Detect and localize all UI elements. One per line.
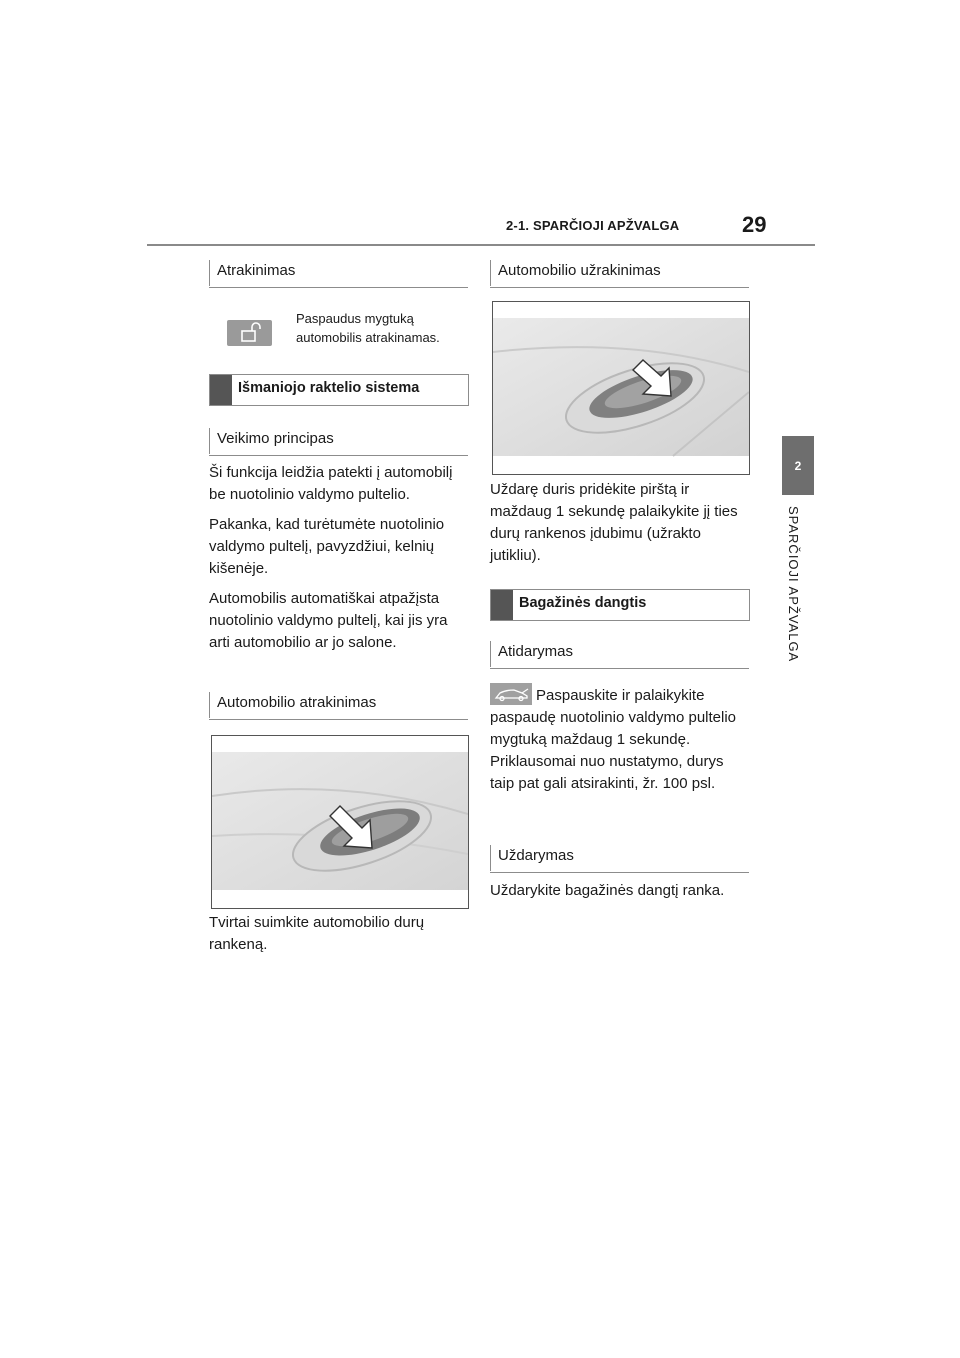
unlock-caption-line: Paspaudus mygtuką — [296, 311, 414, 326]
opening-body — [490, 683, 750, 795]
section-heading-closing — [490, 847, 749, 873]
section-heading-text: Automobilio užrakinimas — [498, 262, 661, 279]
section-heading-opening — [490, 643, 749, 669]
car-unlock-body — [209, 912, 469, 964]
major-heading-trunk — [490, 589, 750, 621]
door-handle-grip-photo — [211, 735, 469, 909]
unlock-icon — [227, 320, 272, 346]
major-heading-text: Išmaniojo raktelio sistema — [238, 380, 420, 396]
header-rule — [147, 244, 815, 246]
major-heading-text: Bagažinės dangtis — [519, 595, 647, 611]
section-heading-principle — [209, 430, 468, 456]
running-header: 2-1. SPARČIOJI APŽVALGA — [506, 218, 680, 233]
section-heading-text: Uždarymas — [498, 847, 574, 864]
section-heading-text: Veikimo principas — [217, 430, 334, 447]
section-heading-text: Atidarymas — [498, 643, 574, 660]
opening-text-first: Paspauskite ir palaikykite — [536, 687, 705, 704]
major-heading-smart-key — [209, 374, 469, 406]
paragraph: Tvirtai suimkite automobilio durų rankeną. — [209, 914, 425, 953]
paragraph: Pakanka, kad turėtumėte nuotolinio valdymo pultelį, pavyzdžiui, kelnių kišenėje. — [209, 516, 445, 577]
car-lock-body — [490, 479, 750, 575]
section-heading-unlocking — [209, 262, 468, 288]
unlock-caption-line: automobilis atrakinamas. — [296, 330, 440, 345]
paragraph: Uždarę duris pridėkite pirštą ir maždaug 1 sekundę palaikykite jį ties durų rankenos įdubimu (užrakto jutikliu). — [490, 481, 738, 564]
closing-body — [490, 880, 750, 910]
page-number: 29 — [742, 212, 767, 237]
car-trunk-icon — [490, 683, 532, 705]
car-trunk-key-illustration — [490, 683, 532, 705]
paragraph: Automobilis automatiškai atpažįsta nuotolinio valdymo pultelį, kai jis yra arti automobilio ar jo salone. — [209, 590, 448, 651]
section-heading-text: Automobilio atrakinimas — [217, 694, 377, 711]
door-handle-sensor-photo — [492, 301, 750, 475]
chapter-tab: 2 — [782, 436, 814, 495]
chapter-side-label: SPARČIOJI APŽVALGA — [786, 506, 801, 663]
section-heading-car-lock — [490, 262, 749, 288]
opening-text-rest: paspaudę nuotolinio valdymo pultelio mygtuką maždaug 1 sekundę. Priklausomai nuo nustatymo, durys taip pat gali atsirakinti, žr. 100 psl. — [490, 709, 737, 792]
section-heading-car-unlock — [209, 694, 468, 720]
section-heading-text: Atrakinimas — [217, 262, 296, 279]
unlock-caption — [296, 309, 471, 347]
unlock-key-illustration — [227, 320, 272, 346]
principle-body — [209, 462, 469, 662]
paragraph — [490, 683, 750, 795]
paragraph: Ši funkcija leidžia patekti į automobilį be nuotolinio valdymo pultelio. — [209, 464, 453, 503]
paragraph: Uždarykite bagažinės dangtį ranka. — [490, 882, 725, 899]
